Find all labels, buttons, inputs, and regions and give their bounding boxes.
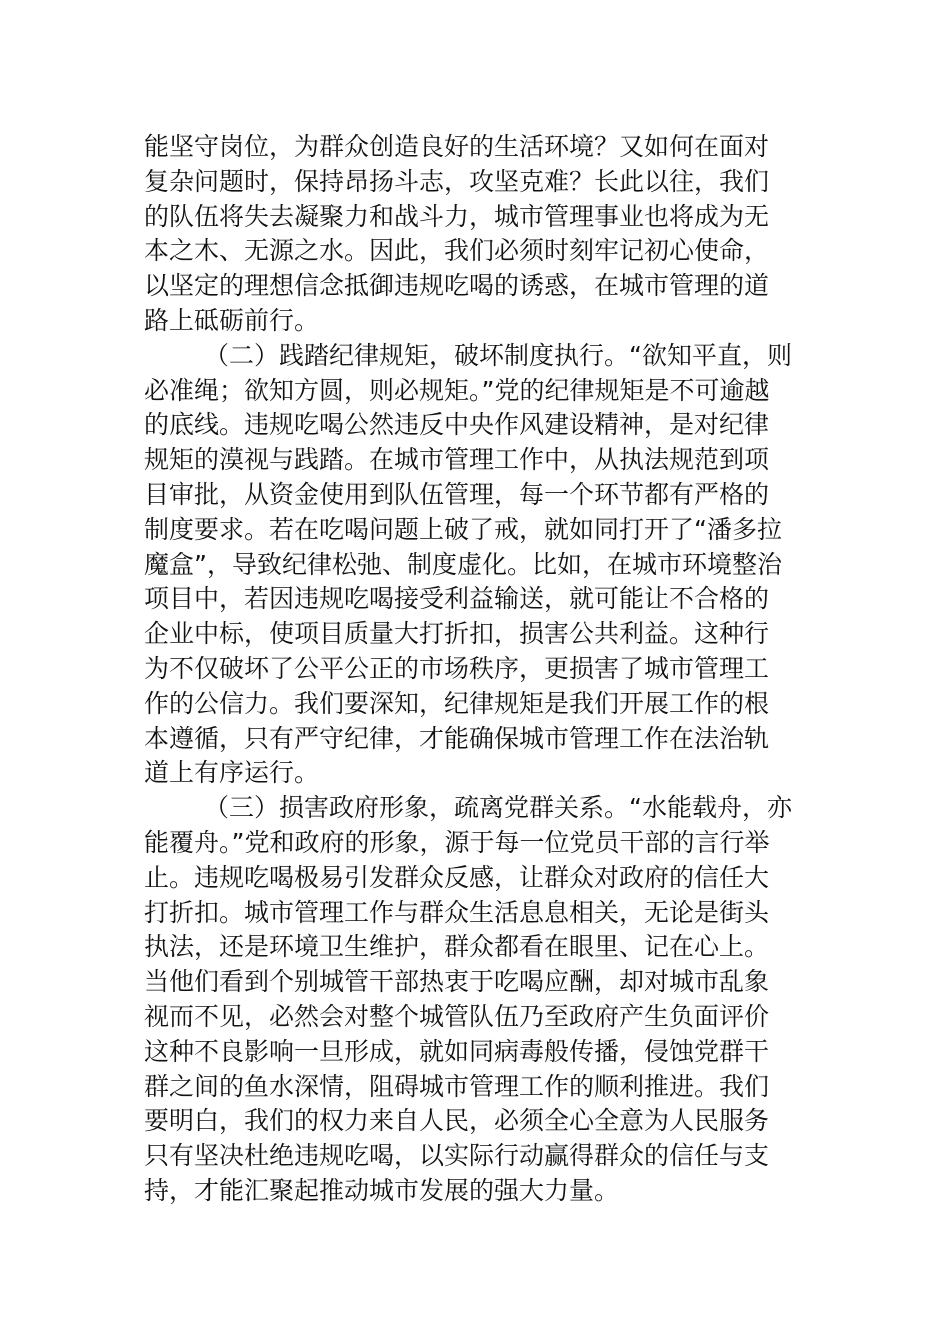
text-line: 止。违规吃喝极易引发群众反感，让群众对政府的信任大 [144, 862, 770, 892]
text-line: 这种不良影响一旦形成，就如同病毒般传播，侵蚀党群干 [144, 1036, 770, 1066]
text-line: 道上有序运行。 [144, 758, 320, 788]
text-line: 目审批，从资金使用到队伍管理，每一个环节都有严格的 [144, 479, 770, 509]
text-line: 当他们看到个别城管干部热衷于吃喝应酬，却对城市乱象 [144, 967, 770, 997]
text-line: 为不仅破坏了公平公正的市场秩序，更损害了城市管理工 [144, 653, 770, 683]
text-line: 要明白，我们的权力来自人民，必须全心全意为人民服务 [144, 1106, 770, 1136]
text-line: 魔盒”，导致纪律松弛、制度虚化。比如，在城市环境整治 [144, 549, 782, 579]
text-line: 持，才能汇聚起推动城市发展的强大力量。 [144, 1175, 620, 1205]
text-line: 企业中标，使项目质量大打折扣，损害公共利益。这种行 [144, 619, 770, 649]
text-line: 作的公信力。我们要深知，纪律规矩是我们开展工作的根 [144, 688, 770, 718]
section-heading-line: （二）践踏纪律规矩，破坏制度执行。“欲知平直，则 [204, 340, 792, 370]
text-line: 复杂问题时，保持昂扬斗志，攻坚克难？长此以往，我们 [144, 166, 770, 196]
text-line: 以坚定的理想信念抵御违规吃喝的诱惑，在城市管理的道 [144, 271, 770, 301]
text-line: 群之间的鱼水深情，阻碍城市管理工作的顺利推进。我们 [144, 1071, 770, 1101]
text-line: 必准绳；欲知方圆，则必规矩。”党的纪律规矩是不可逾越 [144, 375, 770, 405]
text-line: 规矩的漠视与践踏。在城市管理工作中，从执法规范到项 [144, 445, 770, 475]
text-line: 本遵循，只有严守纪律，才能确保城市管理工作在法治轨 [144, 723, 770, 753]
body-text [144, 130, 810, 1209]
text-line: 制度要求。若在吃喝问题上破了戒，就如同打开了“潘多拉 [144, 514, 782, 544]
section-heading-line: （三）损害政府形象，疏离党群关系。“水能载舟，亦 [204, 793, 792, 823]
text-line: 路上砥砺前行。 [144, 305, 320, 335]
text-line: 执法，还是环境卫生维护，群众都看在眼里、记在心上。 [144, 932, 770, 962]
text-line: 能覆舟。”党和政府的形象，源于每一位党员干部的言行举 [144, 827, 770, 857]
text-line: 视而不见，必然会对整个城管队伍乃至政府产生负面评价 [144, 1001, 770, 1031]
text-line: 的队伍将失去凝聚力和战斗力，城市管理事业也将成为无 [144, 201, 770, 231]
text-line: 打折扣。城市管理工作与群众生活息息相关，无论是街头 [144, 897, 770, 927]
text-line: 项目中，若因违规吃喝接受利益输送，就可能让不合格的 [144, 584, 770, 614]
text-line: 能坚守岗位，为群众创造良好的生活环境？又如何在面对 [144, 132, 770, 161]
text-line: 只有坚决杜绝违规吃喝，以实际行动赢得群众的信任与支 [144, 1141, 770, 1171]
text-line: 的底线。违规吃喝公然违反中央作风建设精神，是对纪律 [144, 410, 770, 440]
text-line: 本之木、无源之水。因此，我们必须时刻牢记初心使命， [144, 236, 770, 266]
